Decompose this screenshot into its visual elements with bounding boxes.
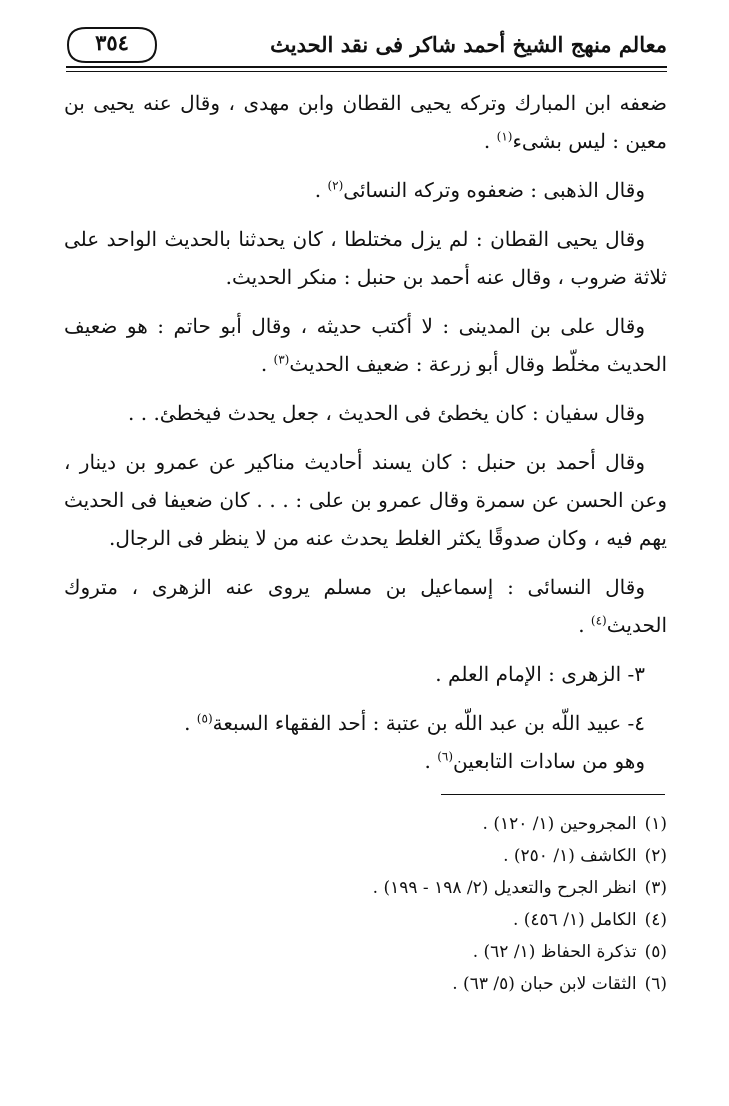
footnote: (٦)الثقات لابن حبان (٥/ ٦٣) . xyxy=(452,974,667,994)
footnote-ref: (٥) xyxy=(196,711,213,726)
paragraph: وقال يحيى القطان : لم يزل مختلطا ، كان يحدثنا بالحديث الواحد على ثلاثة ضروب ، وقال عنه أحمد بن حنبل : منكر الحديث. xyxy=(64,227,667,289)
footnote-separator xyxy=(441,794,665,795)
page-header xyxy=(66,22,667,68)
footnote-ref: (٣) xyxy=(273,352,290,367)
header-rule-thin xyxy=(66,71,667,72)
footnote: (٢)الكاشف (١/ ٢٥٠) . xyxy=(503,846,667,866)
footnote-ref: (١) xyxy=(496,129,513,144)
paragraph: وقال أحمد بن حنبل : كان يسند أحاديث مناكير عن عمرو بن دينار ، وعن الحسن عن سمرة وقال عمرو بن على : . . . كان ضعيفا فى الحديث يهم فيه ، وكان صدوقًا يكثر الغلط يحدث عنه من لا ينظر فى الرجال. xyxy=(64,450,667,550)
footnote: (٣)انظر الجرح والتعديل (٢/ ١٩٨ - ١٩٩) . xyxy=(372,878,667,898)
page-number-badge xyxy=(66,26,158,64)
paragraph: وقال النسائى : إسماعيل بن مسلم يروى عنه الزهرى ، متروك الحديث$^{(٤)}$ . xyxy=(64,575,667,637)
footnotes xyxy=(64,808,667,1000)
paragraph: وقال على بن المدينى : لا أكتب حديثه ، وقال أبو حاتم : هو ضعيف الحديث مخلّط وقال أبو زرعة : ضعيف الحديث$^{(٣)}$ . xyxy=(64,314,667,376)
paragraph: وقال سفيان : كان يخطئ فى الحديث ، جعل يحدث فيخطئ. . . xyxy=(128,401,645,425)
main-text xyxy=(64,84,667,791)
footnote-ref: (٢) xyxy=(327,178,344,193)
paragraph: ضعفه ابن المبارك وتركه يحيى القطان وابن مهدى ، وقال عنه يحيى بن معين : ليس بشىء$^{(١)}$ . xyxy=(64,91,667,153)
running-title: معالم منهج الشيخ أحمد شاكر فى نقد الحديث xyxy=(270,32,667,57)
paragraph: وهو من سادات التابعين$^{(٦)}$ . xyxy=(424,749,645,773)
list-item: ٣- الزهرى : الإمام العلم . xyxy=(435,662,645,686)
paragraph: وقال الذهبى : ضعفوه وتركه النسائى$^{(٢)}$ . xyxy=(314,178,645,202)
footnote: (١)المجروحين (١/ ١٢٠) . xyxy=(482,814,667,834)
header-rule xyxy=(66,66,667,68)
page-number: ٣٥٤ xyxy=(95,30,129,55)
footnote: (٤)الكامل (١/ ٤٥٦) . xyxy=(512,910,667,930)
list-item: ٤- عبيد اللّه بن عبد اللّه بن عتبة : أحد الفقهاء السبعة$^{(٥)}$ . xyxy=(184,711,645,735)
footnote-ref: (٦) xyxy=(437,749,454,764)
footnote-ref: (٤) xyxy=(590,613,607,628)
footnote: (٥)تذكرة الحفاظ (١/ ٦٢) . xyxy=(472,942,667,962)
